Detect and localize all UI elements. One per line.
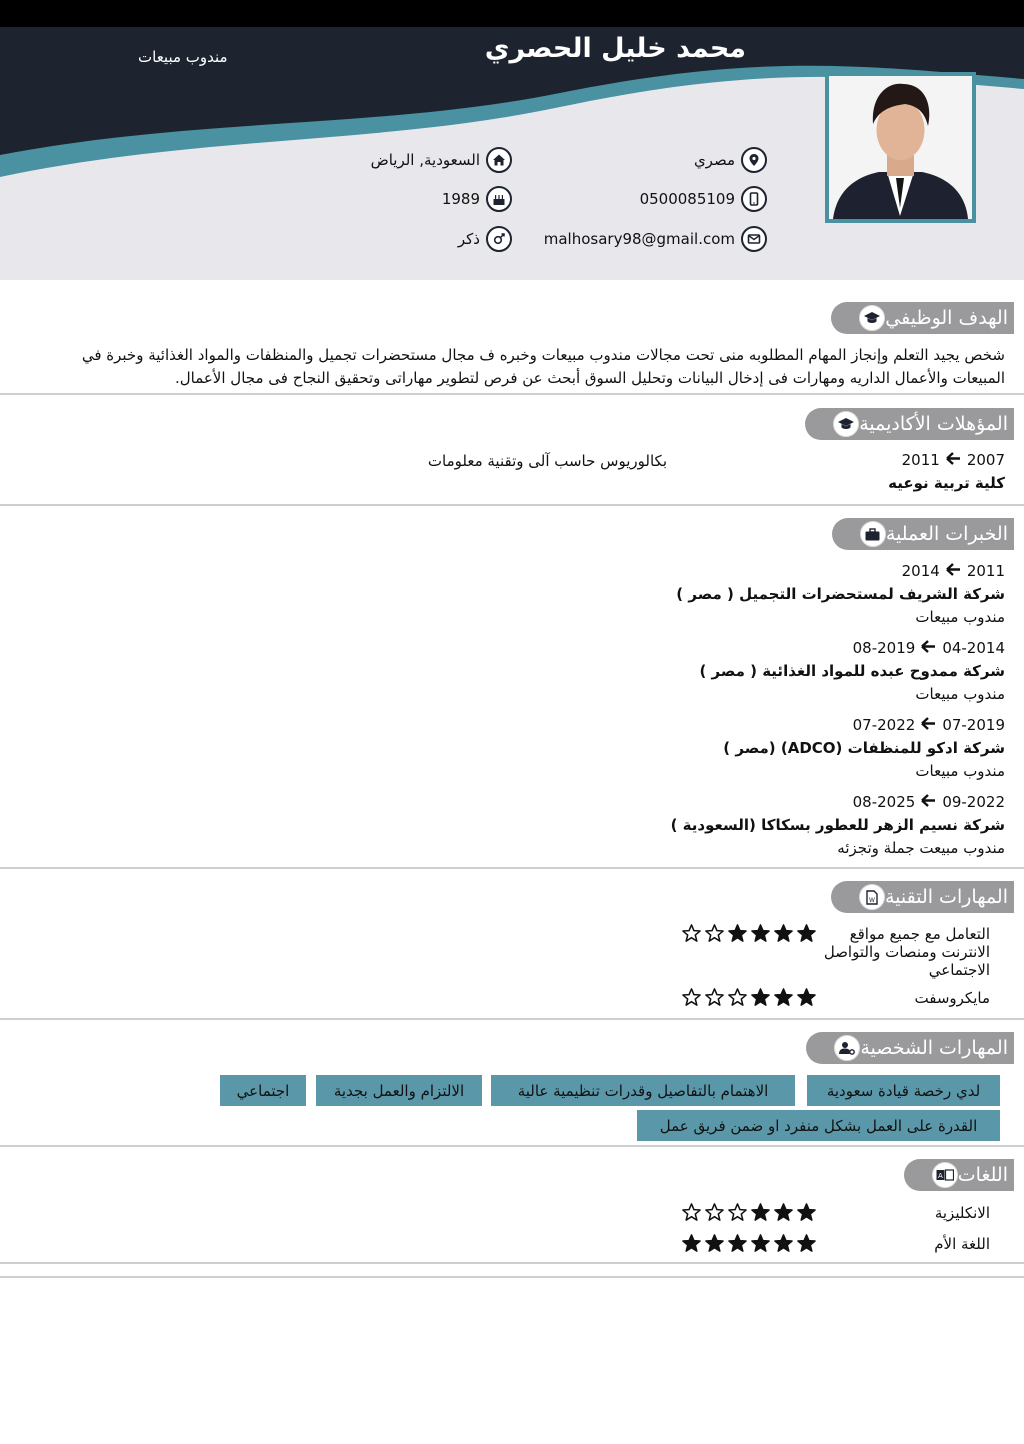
objective-line-1: شخص يجيد التعلم وإنجاز المهام المطلوبه منى تحت مجالات مندوب مبيعات وخبره ف مجال مستحضرات تجميل والمنظفات والمواد الغذائية وخبرة في — [81, 346, 1005, 364]
home-icon — [486, 147, 512, 173]
experience-3-company: شركة ادكو للمنظفات (ADCO) (مصر ) — [723, 739, 1005, 757]
section-divider — [0, 1018, 1024, 1020]
star-filled-icon — [774, 1234, 793, 1253]
svg-text:W: W — [868, 896, 875, 904]
star-empty-icon — [682, 924, 701, 943]
gender-row — [458, 226, 512, 252]
star-filled-icon — [682, 1234, 701, 1253]
star-filled-icon — [705, 1234, 724, 1253]
section-divider — [0, 393, 1024, 395]
star-empty-icon — [682, 988, 701, 1007]
tech-skill-1-line-3: الاجتماعي — [928, 961, 990, 979]
gender-value: ذكر — [457, 230, 480, 248]
experience-1-company: شركة الشريف لمستحضرات التجميل ( مصر ) — [676, 585, 1005, 603]
tech-skill-2-rating — [682, 988, 816, 1007]
star-empty-icon — [705, 924, 724, 943]
star-filled-icon — [774, 924, 793, 943]
profile-photo — [825, 72, 976, 223]
nationality-value: مصري — [693, 151, 735, 169]
arrow-left-icon — [921, 793, 936, 811]
section-divider — [0, 504, 1024, 506]
language-1-rating — [682, 1203, 816, 1222]
section-title-education: المؤهلات الأكاديمية — [805, 408, 1014, 440]
personal-skill-chip: اجتماعي — [220, 1075, 306, 1106]
star-empty-icon — [682, 1203, 701, 1222]
education-from: 2007 — [966, 451, 1005, 469]
star-filled-icon — [751, 924, 770, 943]
tech-skill-2-label: مايكروسفت — [914, 989, 990, 1007]
education-degree: بكالوريوس حاسب آلى وتقنية معلومات — [427, 452, 667, 470]
birth-row — [442, 186, 512, 212]
birth-year-value: 1989 — [441, 190, 480, 208]
star-empty-icon — [728, 988, 747, 1007]
email-value: malhosary98@gmail.com — [543, 230, 735, 248]
experience-1-role: مندوب مبيعات — [915, 608, 1005, 626]
graduation-cap-icon — [833, 411, 859, 437]
arrow-left-icon — [921, 639, 936, 657]
section-title-languages: A اللغات — [904, 1159, 1014, 1191]
top-black-bar — [0, 0, 1024, 27]
star-filled-icon — [751, 988, 770, 1007]
education-dates — [902, 451, 1005, 469]
language-icon — [932, 1162, 958, 1188]
section-divider — [0, 867, 1024, 869]
graduation-cap-icon — [859, 305, 885, 331]
star-filled-icon — [751, 1234, 770, 1253]
tech-skill-1-line-1: التعامل مع جميع مواقع — [849, 925, 990, 943]
star-filled-icon — [797, 1203, 816, 1222]
language-2-name: اللغة الأم — [934, 1235, 990, 1253]
personal-skill-chip: لدي رخصة قيادة سعودية — [807, 1075, 1000, 1106]
experience-2-role: مندوب مبيعات — [915, 685, 1005, 703]
email-icon — [741, 226, 767, 252]
experience-4-company: شركة نسيم الزهر للعطور بسكاكا (السعودية ) — [670, 816, 1005, 834]
star-filled-icon — [797, 1234, 816, 1253]
star-empty-icon — [705, 1203, 724, 1222]
language-2-rating — [682, 1234, 816, 1253]
phone-value: 0500085109 — [639, 190, 735, 208]
briefcase-icon — [860, 521, 886, 547]
arrow-left-icon — [946, 451, 961, 469]
candidate-name: محمد خليل الحصري — [484, 33, 746, 64]
star-filled-icon — [774, 1203, 793, 1222]
personal-skill-chip: الالتزام والعمل بجدية — [316, 1075, 482, 1106]
section-title-experience: الخبرات العملية — [832, 518, 1014, 550]
section-divider — [0, 1145, 1024, 1147]
star-empty-icon — [705, 988, 724, 1007]
education-to: 2011 — [901, 451, 940, 469]
birthday-cake-icon — [486, 186, 512, 212]
experience-3-dates: 07-2019 07-2022 — [852, 716, 1005, 734]
gender-icon — [486, 226, 512, 252]
nationality-row — [694, 147, 767, 173]
star-empty-icon — [728, 1203, 747, 1222]
address-value: السعودية, الرياض — [370, 151, 480, 169]
star-filled-icon — [728, 924, 747, 943]
education-school: كلية تربية نوعيه — [888, 474, 1005, 492]
experience-3-role: مندوب مبيعات — [915, 762, 1005, 780]
star-filled-icon — [751, 1203, 770, 1222]
email-row — [544, 226, 767, 252]
tech-skill-1-rating — [682, 924, 816, 943]
star-filled-icon — [797, 988, 816, 1007]
svg-text:A: A — [937, 1172, 943, 1180]
resume-header — [0, 27, 1024, 280]
experience-1-dates: 2011 2014 — [901, 562, 1005, 580]
personal-skill-chip: الاهتمام بالتفاصيل وقدرات تنظيمية عالية — [491, 1075, 795, 1106]
phone-row — [640, 186, 767, 212]
personal-skill-chip: القدرة على العمل بشكل منفرد او ضمن فريق عمل — [637, 1110, 1000, 1141]
word-document-icon — [859, 884, 885, 910]
star-filled-icon — [728, 1234, 747, 1253]
language-1-name: الانكليزية — [934, 1204, 990, 1222]
section-title-personal-skills: المهارات الشخصية — [806, 1032, 1014, 1064]
section-title-objective: الهدف الوظيفي — [831, 302, 1014, 334]
section-title-tech-skills: W المهارات التقنية — [831, 881, 1014, 913]
experience-4-role: مندوب مبيعت جملة وتجزئه — [837, 839, 1005, 857]
section-divider — [0, 1262, 1024, 1264]
objective-line-2: المبيعات والأعمال الداريه ومهارات فى إدخال البيانات وتحليل السوق أبحث عن فرص لتطوير مهاراتى وتحقيق النجاح فى مجال الأعمال. — [174, 369, 1005, 387]
star-filled-icon — [797, 924, 816, 943]
experience-2-dates: 04-2014 08-2019 — [852, 639, 1005, 657]
tech-skill-1-line-2: الانترنت ومنصات والتواصل — [823, 943, 990, 961]
address-row — [371, 147, 512, 173]
experience-4-dates: 09-2022 08-2025 — [852, 793, 1005, 811]
star-filled-icon — [774, 988, 793, 1007]
job-title: مندوب مبيعات — [138, 48, 228, 66]
experience-2-company: شركة ممدوح عبده للمواد الغذائية ( مصر ) — [699, 662, 1005, 680]
mobile-phone-icon — [741, 186, 767, 212]
user-gear-icon — [834, 1035, 860, 1061]
section-divider — [0, 1276, 1024, 1278]
arrow-left-icon — [946, 562, 961, 580]
location-pin-icon — [741, 147, 767, 173]
arrow-left-icon — [921, 716, 936, 734]
